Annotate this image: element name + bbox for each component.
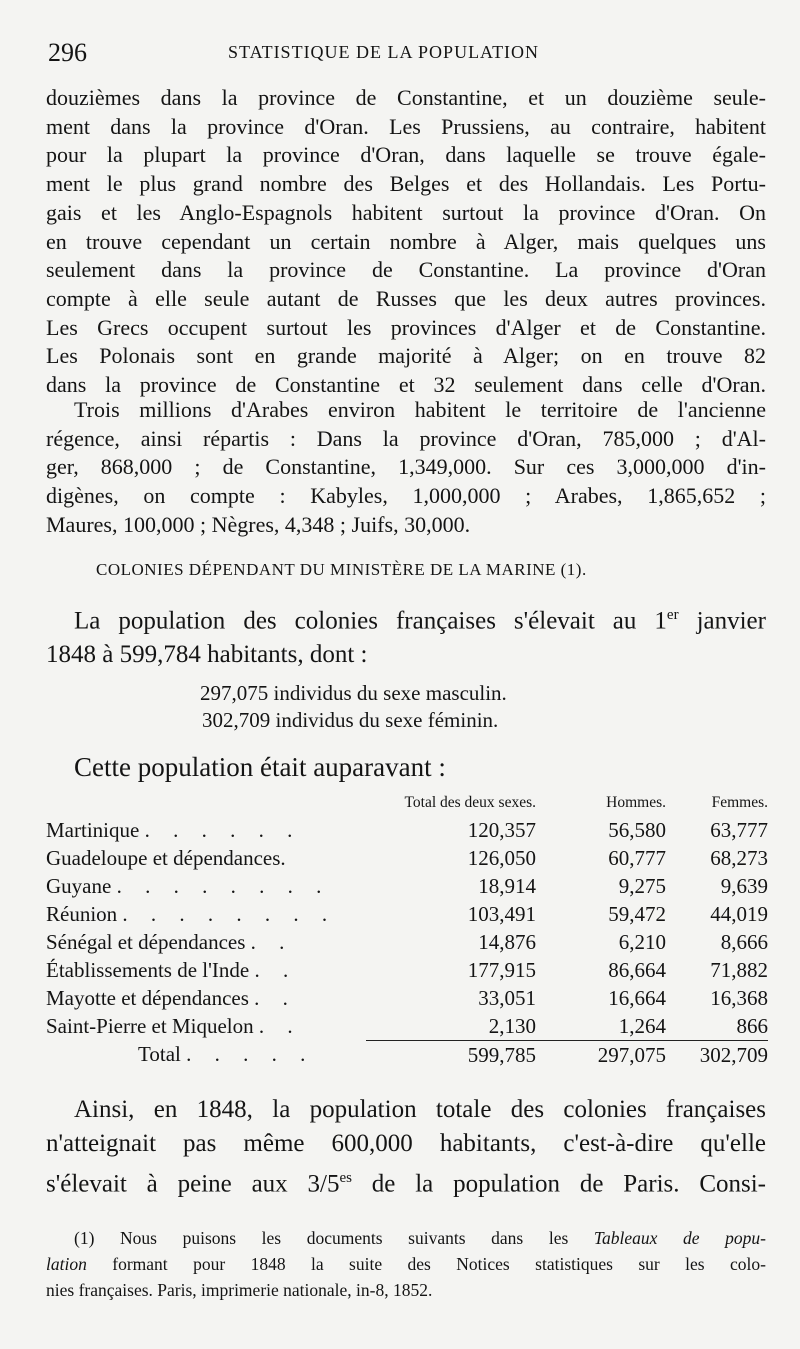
sex-breakdown <box>200 680 507 734</box>
text-fragment: janvier <box>678 607 766 635</box>
text-line: ger, 868,000 ; de Constantine, 1,349,000. Sur ces 3,000,000 d'in- <box>46 454 766 480</box>
grand-total-cell: 599,785 <box>366 1041 536 1070</box>
men-cell: 56,580 <box>608 817 666 842</box>
women-cell: 71,882 <box>710 957 768 982</box>
men-cell: 1,264 <box>618 1013 666 1038</box>
text-line: régence, ainsi répartis : Dans la province d'Oran, 785,000 ; d'Al- <box>46 425 766 451</box>
text-line: digènes, on compte : Kabyles, 1,000,000 ; Arabes, 1,865,652 ; <box>46 483 766 509</box>
colony-label: Établissements de l'Inde <box>46 957 250 982</box>
colony-name <box>46 872 366 900</box>
women-cell: 9,639 <box>720 873 768 898</box>
total-cell: 103,491 <box>467 901 536 926</box>
text-line: n'atteignait pas même 600,000 habitants, c'est-à-dire qu'elle <box>46 1130 766 1157</box>
text-line: Les Grecs occupent surtout les provinces d'Alger et de Constantine. <box>46 314 766 340</box>
total-cell: 120,357 <box>467 817 536 842</box>
total-cell: 18,914 <box>478 873 536 898</box>
text-line: Maures, 100,000 ; Nègres, 4,348 ; Juifs, 30,000. <box>46 511 471 537</box>
text-fragment: s'élevait à peine aux 3/5 <box>46 1170 340 1198</box>
page-number: 296 <box>48 38 87 67</box>
text-line: ment le plus grand nombre des Belges et des Hollandais. Les Portu- <box>46 171 766 197</box>
total-cell: 2,130 <box>488 1013 536 1038</box>
total-label <box>46 1041 366 1070</box>
text-line: dans la province de Constantine et 32 seulement dans celle d'Oran. <box>46 372 766 398</box>
paragraph-provinces-nationalities <box>46 84 766 400</box>
column-header-total: Total des deux sexes. <box>404 794 536 811</box>
leader-dots: . . <box>258 1013 302 1038</box>
men-cell: 59,472 <box>608 901 666 926</box>
total-men-cell: 297,075 <box>536 1041 666 1070</box>
colony-name <box>46 900 366 928</box>
total-cell: 126,050 <box>467 845 536 870</box>
column-header-men: Hommes. <box>606 794 666 811</box>
women-cell: 44,019 <box>710 901 768 926</box>
table-row <box>46 1012 768 1041</box>
leader-dots: . . <box>250 929 294 954</box>
total-women-cell: 302,709 <box>666 1041 768 1070</box>
text-line: ment dans la province d'Oran. Les Prussiens, au contraire, habitent <box>46 113 766 139</box>
colony-label: Sénégal et dépendances <box>46 929 246 954</box>
total-cell: 33,051 <box>478 985 536 1010</box>
section-heading: COLONIES DÉPENDANT DU MINISTÈRE DE LA MARINE (1). <box>96 560 587 579</box>
table-row <box>46 956 768 984</box>
men-cell: 6,210 <box>618 929 666 954</box>
text-line <box>46 1161 766 1201</box>
colony-label: Guyane <box>46 873 112 898</box>
leader-dots: . . <box>254 957 298 982</box>
colony-label: Saint-Pierre et Miquelon <box>46 1013 254 1038</box>
men-cell: 60,777 <box>608 845 666 870</box>
colony-name <box>46 984 366 1012</box>
table-intro: Cette population était auparavant : <box>74 752 446 782</box>
paragraph-colonies-population <box>46 598 766 672</box>
leader-dots: . . <box>254 985 297 1010</box>
table-total-row <box>46 1041 768 1070</box>
text-line: compte à elle seule autant de Russes que les deux autres provinces. <box>46 285 766 311</box>
paragraph-conclusion <box>46 1093 766 1201</box>
superscript: es <box>339 1170 352 1186</box>
text-fragment: (1) Nous puisons les documents suivants dans les <box>74 1228 594 1248</box>
page-header <box>48 38 768 68</box>
table-row <box>46 816 768 844</box>
footnote-line: nies françaises. Paris, imprimerie nationale, in-8, 1852. <box>46 1280 433 1300</box>
colony-label: Réunion <box>46 901 118 926</box>
colony-name <box>46 928 366 956</box>
text-line: seulement dans la province de Constantine. La province d'Oran <box>46 257 766 283</box>
table-header-row <box>46 794 768 816</box>
women-cell: 8,666 <box>720 929 768 954</box>
running-head: STATISTIQUE DE LA POPULATION <box>228 42 540 62</box>
text-line <box>46 598 766 638</box>
table-row <box>46 844 768 872</box>
women-cell: 16,368 <box>710 985 768 1010</box>
text-line: pour la plupart la province d'Oran, dans laquelle se trouve égale- <box>46 142 766 168</box>
colony-label: Martinique <box>46 817 140 842</box>
paragraph-arab-population <box>46 396 766 540</box>
women-cell: 63,777 <box>710 817 768 842</box>
footnote <box>46 1225 766 1303</box>
italic-title: lation <box>46 1254 87 1274</box>
text-line: Les Polonais sont en grande majorité à Alger; on en trouve 82 <box>46 343 766 369</box>
colony-label: Guadeloupe et dépendances. <box>46 845 286 870</box>
total-cell: 177,915 <box>467 957 536 982</box>
text-line: gais et les Anglo-Espagnols habitent surtout la province d'Oran. On <box>46 199 766 225</box>
table-row <box>46 928 768 956</box>
text-fragment: formant pour 1848 la suite des Notices statistiques sur les colo- <box>86 1254 766 1274</box>
leader-dots: . . . . . <box>186 1042 315 1067</box>
colony-population-table <box>46 794 768 1069</box>
men-cell: 9,275 <box>618 873 666 898</box>
table-row <box>46 872 768 900</box>
women-cell: 68,273 <box>710 845 768 870</box>
column-header-colony <box>46 794 366 816</box>
text-fragment: La population des colonies françaises s'élevait au 1 <box>74 607 667 635</box>
total-label-text: Total <box>138 1042 181 1067</box>
leader-dots: . . . . . . <box>144 817 302 842</box>
men-cell: 86,664 <box>608 957 666 982</box>
leader-dots: . . . . . . . . <box>116 873 331 898</box>
text-line: Ainsi, en 1848, la population totale des colonies françaises <box>74 1096 766 1123</box>
table-row <box>46 984 768 1012</box>
footnote-line <box>46 1225 766 1251</box>
male-count-line: 297,075 individus du sexe masculin. <box>200 681 507 705</box>
colony-name <box>46 844 366 872</box>
footnote-line <box>46 1251 766 1277</box>
colony-name <box>46 816 366 844</box>
women-cell: 866 <box>736 1013 768 1038</box>
men-cell: 16,664 <box>608 985 666 1010</box>
text-line: en trouve cependant un certain nombre à Alger, mais quelques uns <box>46 228 766 254</box>
text-line: Trois millions d'Arabes environ habitent le territoire de l'ancienne <box>74 397 766 422</box>
female-count-line: 302,709 individus du sexe féminin. <box>202 708 499 732</box>
total-cell: 14,876 <box>478 929 536 954</box>
text-line: douzièmes dans la province de Constantine, et un douzième seule- <box>46 85 766 110</box>
colony-name <box>46 956 366 984</box>
italic-title: Tableaux de popu- <box>593 1228 766 1248</box>
table-row <box>46 900 768 928</box>
leader-dots: . . . . . . . . <box>122 901 337 926</box>
colony-name <box>46 1012 366 1041</box>
column-header-women: Femmes. <box>711 794 768 811</box>
text-fragment: de la population de Paris. Consi- <box>351 1170 767 1198</box>
superscript: er <box>666 607 679 623</box>
text-line: 1848 à 599,784 habitants, dont : <box>46 641 368 669</box>
colony-label: Mayotte et dépendances <box>46 985 249 1010</box>
